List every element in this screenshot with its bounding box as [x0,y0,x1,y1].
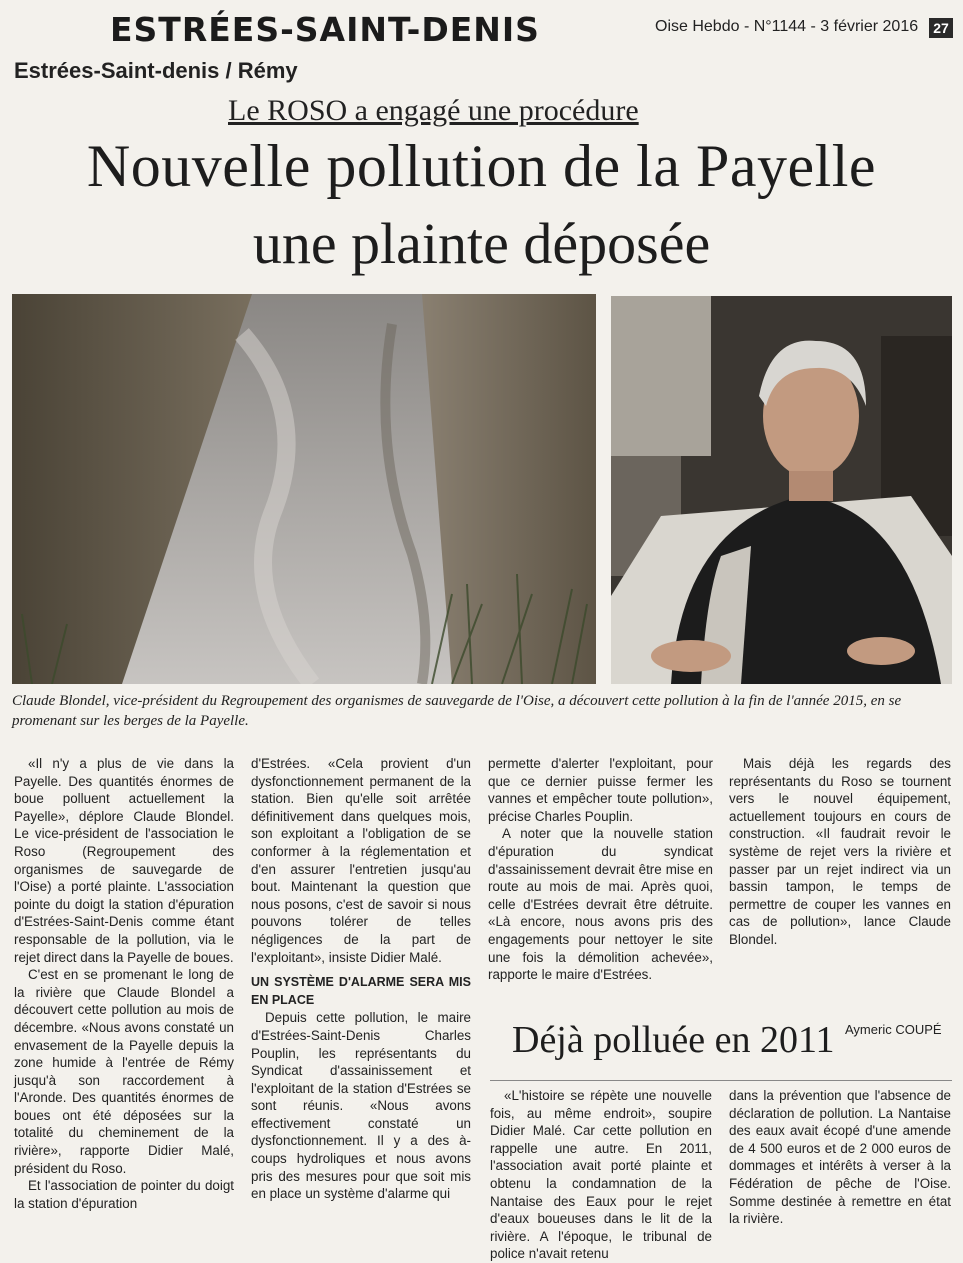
subheading: UN SYSTÈME D'ALARME SERA MIS EN PLACE [251,975,471,1007]
stream-photo [12,294,596,684]
paragraph: A noter que la nouvelle station d'épuration du syndicat d'assainissement devrait être mise en route au mois de mai. Après quoi, celle d'Estrées devrait être détruite. «Là encore, nous avons pris des engagements pour nettoyer le site une fois la démolition achevée», rapporte le maire d'Estrées. [488,826,713,983]
column-4 [729,755,951,949]
issue-info: Oise Hebdo - N°1144 - 3 février 2016 [655,18,919,35]
headline-line-2: une plainte déposée [252,211,711,276]
portrait-photo [611,296,952,684]
author-byline: Aymeric COUPÉ [845,1022,942,1037]
sidebar-column-2 [729,1087,951,1228]
column-1 [14,755,234,1212]
paragraph: «L'histoire se répète une nouvelle fois, au même endroit», soupire Didier Malé. Car cette pollution en rappelle une autre. En 2011, l'association avait porté plainte et obtenu la condamnation de la Nantaise des Eaux pour le rejet d'eaux boueuses dans le lit de la rivière. A l'époque, le tribunal de police n'avait retenu [490,1088,712,1262]
paragraph: permette d'alerter l'exploitant, pour que ce dernier puisse fermer les vannes et empêcher toute pollution», précise Charles Pouplin. [488,756,713,824]
sidebar-column-1 [490,1087,712,1263]
column-3 [488,755,713,984]
page-number: 27 [929,18,953,38]
paragraph: Mais déjà les regards des représentants du Roso se tournent vers le nouvel équipement, actuellement toujours en cours de construction. «Il faudrait revoir le système de rejet vers la rivière et passer par un rejet indirect via un bassin tampon, le temps de permettre de couper les vannes en cas de pollution», lance Claude Blondel. [729,756,951,947]
town-banner: ESTRÉES-SAINT-DENIS [110,10,540,49]
paragraph: «Il n'y a plus de vie dans la Payelle. Des quantités énormes de boue polluent actuellement la Payelle», déplore Claude Blondel. Le vice-président de l'association le Roso (Regroupement des organismes de sauvegarde de l'Oise) a porté plainte. L'association pointe du doigt la station d'épuration d'Estrées-Saint-Denis comme étant responsable de la pollution, via le rejet direct dans la Payelle de boues. [14,756,234,965]
paragraph: d'Estrées. «Cela provient d'un dysfonctionnement permanent de la station. Bien qu'elle soit arrêtée définitivement dans quelques mois, son exploitant a l'obligation de se conformer à la réglementation et d'en assurer l'entretien jusqu'au bout. Maintenant la question que nous posons, c'est de savoir si nous pouvons tolérer de telles négligences de la part de l'exploitant», insiste Didier Malé. [251,756,471,965]
divider [490,1080,952,1081]
kicker: Le ROSO a engagé une procédure [228,94,639,127]
headline-line-1: Nouvelle pollution de la Payelle [86,133,877,199]
locality: Estrées-Saint-denis / Rémy [14,58,298,83]
sidebar-title: Déjà polluée en 2011 [512,1019,835,1061]
paragraph: C'est en se promenant le long de la rivière que Claude Blondel a découvert cette pollution au mois de décembre. «Nous avons constaté un envasement de la Payelle depuis la zone humide à l'entrée de Rémy jusqu'à son raccordement à l'Aronde. Des quantités énormes de boues ont été déposées sur la totalité du cheminement de la rivière», rapporte Didier Malé, président du Roso. [14,967,234,1176]
photo-caption: Claude Blondel, vice-président du Regroupement des organismes de sauvegarde de l'Oise, a découvert cette pollution à la fin de l'année 2015, en se promenant sur les berges de la Payelle. [12,693,902,729]
column-2 [251,755,471,1203]
paragraph: dans la prévention que l'absence de déclaration de pollution. La Nantaise des eaux avait écopé d'une amende de 4 500 euros et de 2 000 euros de dommages et intérêts à verser à la Fédération de pêche de l'Oise. Somme destinée à remettre en état la rivière. [729,1088,951,1227]
paragraph: Depuis cette pollution, le maire d'Estrées-Saint-Denis Charles Pouplin, les représentants du Syndicat d'assainissement et l'exploitant de la station d'Estrées se sont réunis. «Nous avons effectivement constaté un dysfonctionnement. Il y a des à-coups hydroliques et nous avons pris des mesures pour que soit mis en place un système d'alarme qui [251,1010,471,1202]
paragraph: Et l'association de pointer du doigt la station d'épuration [14,1178,234,1211]
